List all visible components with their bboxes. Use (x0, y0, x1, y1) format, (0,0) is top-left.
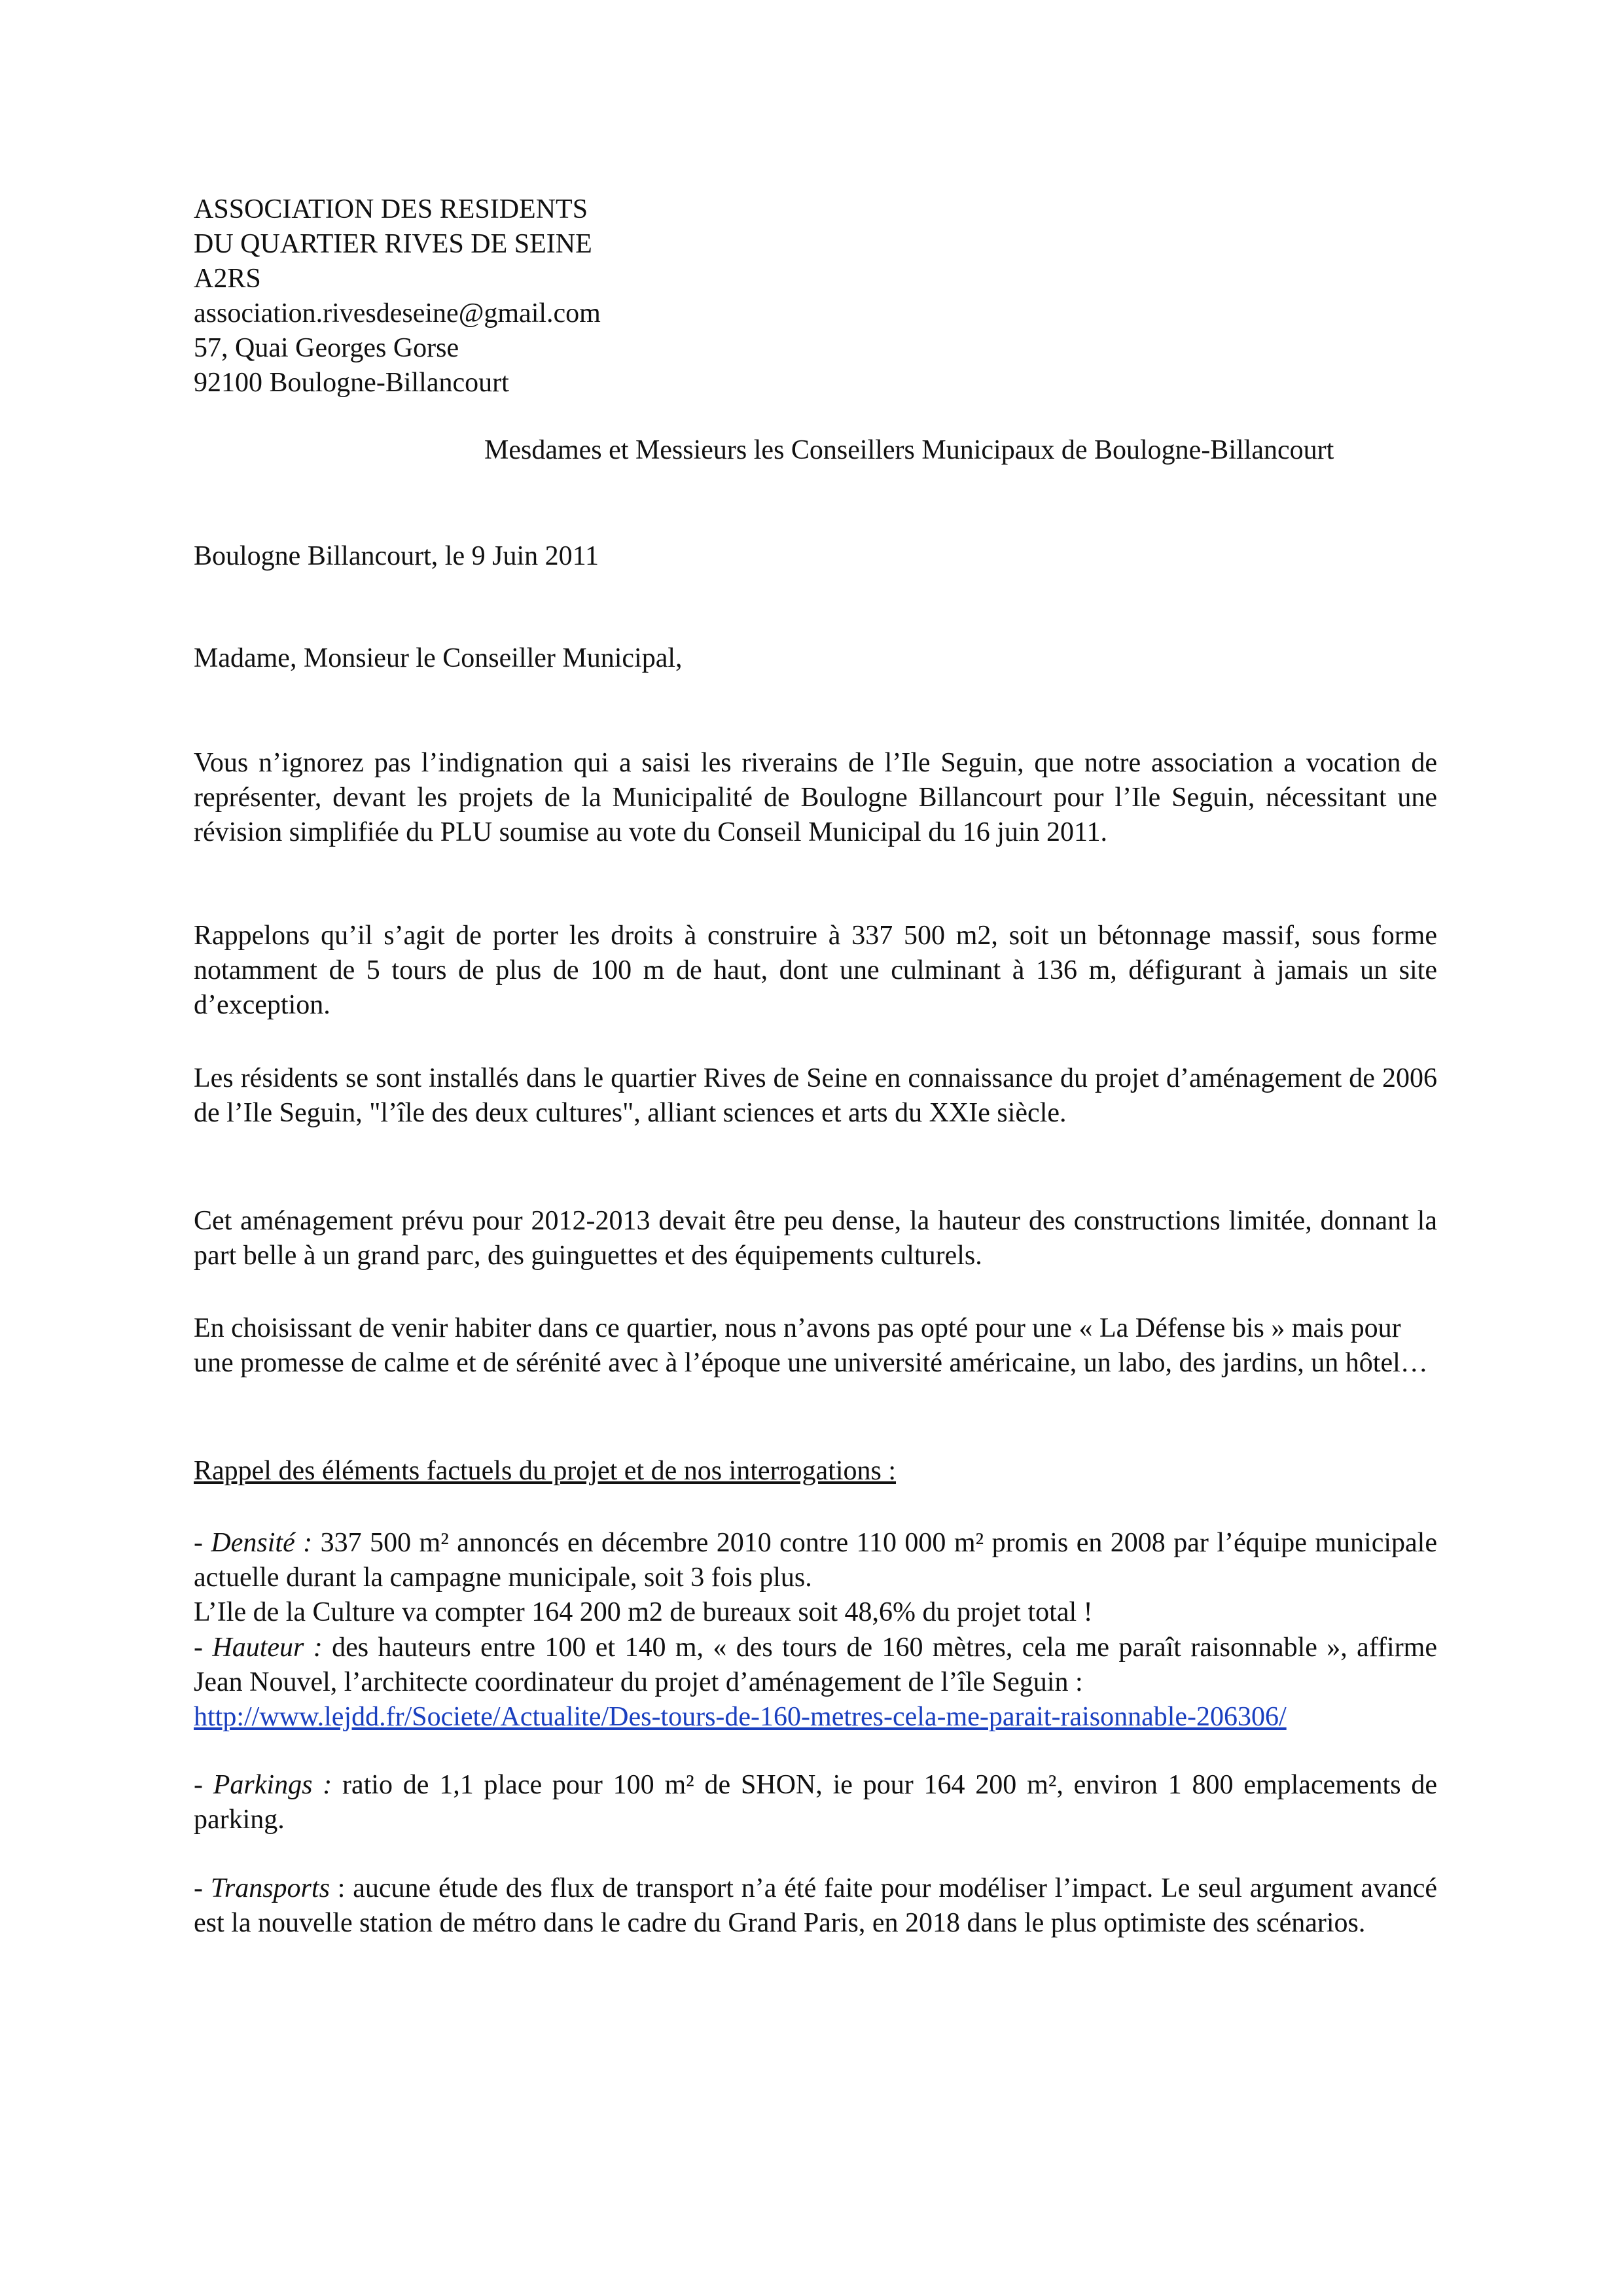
paragraph-indignation: Vous n’ignorez pas l’indignation qui a saisi les riverains de l’Ile Seguin, que notre association a vocation de représenter, devant les projets de la Municipalité de Boulogne Billancourt pour l’Ile Seguin, nécessitant une révision simplifiée du PLU soumise au vote du Conseil Municipal du 16 juin 2011. (194, 748, 1437, 847)
point-height (194, 1631, 1437, 1700)
transport-label: - Transports (194, 1873, 330, 1903)
parking-label: - Parkings : (194, 1770, 332, 1800)
letter-date: Boulogne Billancourt, le 9 Juin 2011 (194, 541, 599, 571)
point-culture-offices: L’Ile de la Culture va compter 164 200 m2 de bureaux soit 48,6% du projet total ! (194, 1597, 1093, 1627)
sender-name-line-2: DU QUARTIER RIVES DE SEINE (194, 229, 592, 259)
point-parking (194, 1768, 1437, 1837)
density-label: - Densité : (194, 1528, 313, 1558)
height-label: - Hauteur : (194, 1633, 323, 1663)
point-transport (194, 1871, 1437, 1941)
paragraph-planned-development: Cet aménagement prévu pour 2012-2013 devait être peu dense, la hauteur des constructions limitée, donnant la part belle à un grand parc, des guinguettes et des équipements culturels. (194, 1206, 1437, 1271)
article-link[interactable]: http://www.lejdd.fr/Societe/Actualite/Des-tours-de-160-metres-cela-me-parait-raisonnable-206306/ (194, 1702, 1287, 1732)
sender-name-line-1: ASSOCIATION DES RESIDENTS (194, 194, 588, 224)
article-link-line (194, 1700, 1287, 1735)
sender-address-block (194, 192, 1110, 400)
paragraph-residents: Les résidents se sont installés dans le quartier Rives de Seine en connaissance du projet d’aménagement de 2006 de l’Ile Seguin, "l’île des deux cultures", alliant sciences et arts du XXIe siècle. (194, 1063, 1437, 1128)
sender-acronym: A2RS (194, 264, 261, 294)
sender-street: 57, Quai Georges Gorse (194, 333, 459, 363)
height-text: des hauteurs entre 100 et 140 m, « des tours de 160 mètres, cela me paraît raisonnable », affirme Jean Nouvel, l’architecte coordinateur du projet d’aménagement de l’île Seguin : (194, 1633, 1437, 1697)
parking-text: ratio de 1,1 place pour 100 m² de SHON, ie pour 164 200 m², environ 1 800 emplacements de parking. (194, 1770, 1437, 1835)
sender-city: 92100 Boulogne-Billancourt (194, 368, 509, 398)
salutation: Madame, Monsieur le Conseiller Municipal, (194, 643, 683, 673)
paragraph-choice: En choisissant de venir habiter dans ce quartier, nous n’avons pas opté pour une « La Défense bis » mais pour une promesse de calme et de sérénité avec à l’époque une université américaine, un labo, des jardins, un hôtel… (194, 1313, 1428, 1378)
paragraph-construction-rights: Rappelons qu’il s’agit de porter les droits à construire à 337 500 m2, soit un bétonnage massif, sous forme notamment de 5 tours de plus de 100 m de haut, dont une culminant à 136 m, défigurant à jamais un site d’exception. (194, 921, 1437, 1020)
recipient-line: Mesdames et Messieurs les Conseillers Municipaux de Boulogne-Billancourt (484, 435, 1334, 465)
density-text: 337 500 m² annoncés en décembre 2010 contre 110 000 m² promis en 2008 par l’équipe municipale actuelle durant la campagne municipale, soit 3 fois plus. (194, 1528, 1437, 1593)
point-density (194, 1526, 1437, 1595)
section-heading: Rappel des éléments factuels du projet et de nos interrogations : (194, 1456, 897, 1486)
transport-text: : aucune étude des flux de transport n’a été faite pour modéliser l’impact. Le seul argument avancé est la nouvelle station de métro dans le cadre du Grand Paris, en 2018 dans le plus optimiste des scénarios. (194, 1873, 1437, 1938)
sender-email: association.rivesdeseine@gmail.com (194, 298, 601, 328)
